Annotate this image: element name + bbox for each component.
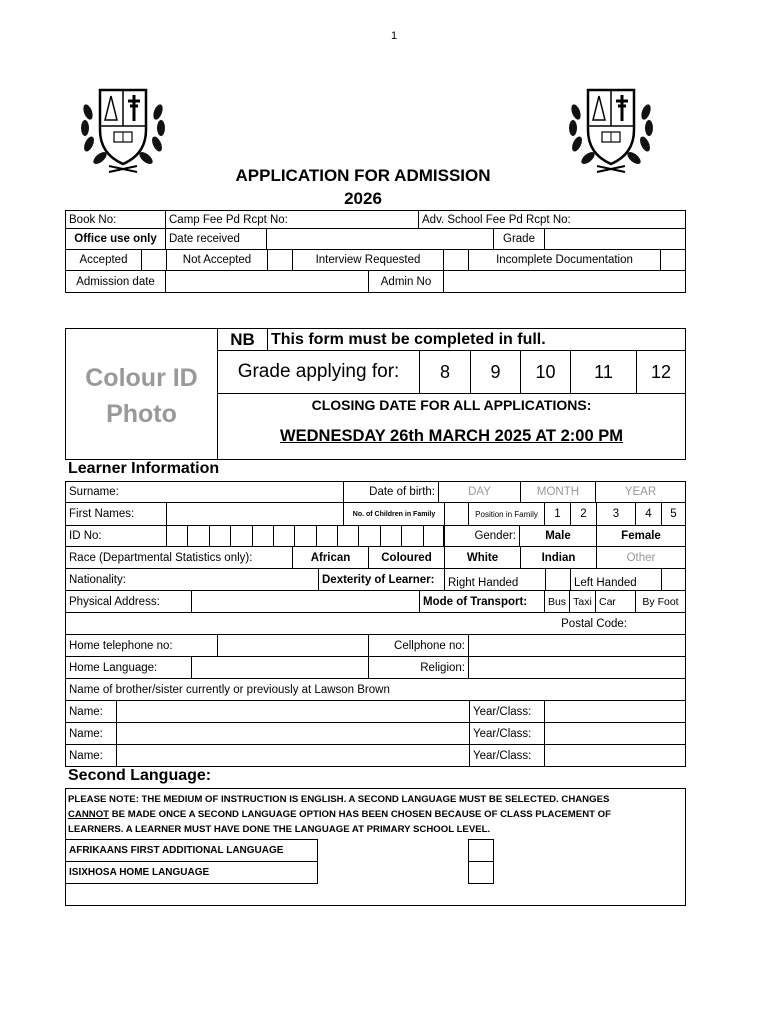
sibling-name-label: Name: [65,700,117,723]
id-digit-box[interactable] [294,525,317,547]
nationality-field[interactable] [65,568,319,591]
id-digit-box[interactable] [273,525,295,547]
id-digit-box[interactable] [337,525,359,547]
book-no-label: Book No: [65,210,166,229]
id-digit-box[interactable] [230,525,253,547]
home-tel-field[interactable] [217,634,369,657]
position-option-1[interactable]: 1 [544,502,571,526]
photo-label-line1: Colour ID [85,364,198,392]
position-option-4[interactable]: 4 [635,502,662,526]
cellphone-label: Cellphone no: [368,634,469,657]
grade-option-9[interactable]: 9 [470,350,521,394]
closing-date: WEDNESDAY 26th MARCH 2025 AT 2:00 PM [280,427,623,445]
cellphone-field[interactable] [468,634,686,657]
id-no-digits[interactable] [166,525,444,547]
nationality-label: Nationality: [69,573,126,586]
surname-label: Surname: [69,486,119,498]
gender-female[interactable]: Female [596,525,686,547]
sibling-name-label: Name: [65,722,117,745]
transport-taxi[interactable]: Taxi [569,590,596,613]
date-received-label: Date received [165,228,267,250]
grade-applying-label: Grade applying for: [217,350,420,394]
postal-code-field[interactable] [65,612,686,635]
dexterity-label: Dexterity of Learner: [318,568,445,591]
photo-label-line2: Photo [106,400,177,428]
sibling-heading: Name of brother/sister currently or previously at Lawson Brown [65,678,686,701]
id-digit-box[interactable] [252,525,274,547]
photo-placeholder [65,360,218,432]
incomplete-checkbox[interactable] [660,249,686,271]
children-label: No. of Children in Family [343,502,445,526]
dob-day-field[interactable]: DAY [438,481,521,503]
dob-year-field[interactable]: YEAR [595,481,686,503]
race-other[interactable]: Other [596,546,686,569]
complete-notice: This form must be completed in full. [267,328,686,351]
sibling-name-field[interactable] [116,722,470,745]
date-received-field[interactable] [266,228,494,250]
id-digit-box[interactable] [380,525,402,547]
gender-male[interactable]: Male [519,525,597,547]
second-language-heading: Second Language: [68,767,212,784]
admin-no-field[interactable] [443,270,686,293]
address-label: Physical Address: [65,590,192,613]
language-note-line2-text: BE MADE ONCE A SECOND LANGUAGE OPTION HAS BEEN CHOSEN BECAUSE OF CLASS PLACEMENT OF [109,809,611,820]
id-digit-box[interactable] [187,525,210,547]
position-label: Position in Family [468,502,545,526]
cannot-emphasis: CANNOT [68,809,110,820]
learner-heading: Learner Information [68,460,220,477]
id-digit-box[interactable] [358,525,381,547]
transport-label: Mode of Transport: [419,590,545,613]
left-handed-option[interactable]: Left Handed [570,568,662,591]
not-accepted-checkbox[interactable] [267,249,293,271]
position-option-5[interactable]: 5 [661,502,686,526]
postal-code-label: Postal Code: [561,617,627,630]
children-field[interactable] [444,502,469,526]
camp-fee-label: Camp Fee Pd Rcpt No: [165,210,419,229]
id-digit-box[interactable] [316,525,338,547]
school-crest-left-icon [76,82,170,176]
position-option-3[interactable]: 3 [596,502,636,526]
isixhosa-option: ISIXHOSA HOME LANGUAGE [65,861,318,884]
dob-month-field[interactable]: MONTH [520,481,596,503]
id-digit-box[interactable] [401,525,424,547]
id-digit-box[interactable] [423,525,445,547]
admission-date-label: Admission date [65,270,166,293]
sibling-class-field[interactable] [544,744,686,767]
office-use-label: Office use only [65,228,166,250]
race-white[interactable]: White [444,546,521,569]
afrikaans-option: AFRIKAANS FIRST ADDITIONAL LANGUAGE [65,839,318,862]
language-note [68,792,682,837]
home-tel-label: Home telephone no: [65,634,218,657]
page-number: 1 [390,30,398,42]
home-language-field[interactable] [191,656,369,679]
not-accepted-label: Not Accepted [166,249,268,271]
language-note-line2 [68,807,682,822]
sibling-class-label: Year/Class: [469,744,545,767]
sibling-name-field[interactable] [116,744,470,767]
id-digit-box[interactable] [209,525,231,547]
sibling-name-field[interactable] [116,700,470,723]
address-field[interactable] [191,590,420,613]
position-option-2[interactable]: 2 [570,502,597,526]
transport-bus[interactable]: Bus [544,590,570,613]
religion-field[interactable] [468,656,686,679]
accepted-label: Accepted [65,249,142,271]
first-names-label: First Names: [65,502,167,526]
language-note-line1: PLEASE NOTE: THE MEDIUM OF INSTRUCTION IS ENGLISH. A SECOND LANGUAGE MUST BE SELECTED. CHANGES [68,794,610,805]
sibling-class-label: Year/Class: [469,722,545,745]
first-names-field[interactable] [166,502,344,526]
id-no-label: ID No: [65,525,167,547]
sibling-class-field[interactable] [544,722,686,745]
sibling-name-label: Name: [65,744,117,767]
interview-label: Interview Requested [292,249,444,271]
surname-field[interactable] [65,481,344,503]
transport-car[interactable]: Car [595,590,636,613]
gender-label: Gender: [443,525,520,547]
transport-foot[interactable]: By Foot [635,590,686,613]
school-crest-right-icon [564,82,658,176]
right-handed-option[interactable]: Right Handed [444,568,546,591]
interview-checkbox[interactable] [443,249,469,271]
grade-option-11[interactable]: 11 [570,350,637,394]
nb-label: NB [217,328,268,351]
grade-option-10[interactable]: 10 [520,350,571,394]
admin-no-label: Admin No [368,270,444,293]
religion-label: Religion: [368,656,469,679]
id-digit-box[interactable] [166,525,188,547]
grade-option-8[interactable]: 8 [419,350,471,394]
closing-date-label: CLOSING DATE FOR ALL APPLICATIONS: [311,397,592,413]
admission-date-field[interactable] [165,270,369,293]
form-year: 2026 [344,189,382,208]
grade-label: Grade [493,228,545,250]
afrikaans-checkbox[interactable] [468,839,494,862]
grade-option-12[interactable]: 12 [636,350,686,394]
sibling-class-field[interactable] [544,700,686,723]
incomplete-label: Incomplete Documentation [468,249,661,271]
race-coloured[interactable]: Coloured [368,546,445,569]
race-label: Race (Departmental Statistics only): [65,546,293,569]
sibling-class-label: Year/Class: [469,700,545,723]
race-indian[interactable]: Indian [520,546,597,569]
form-title: APPLICATION FOR ADMISSION [235,166,491,185]
left-handed-checkbox[interactable] [661,568,686,591]
home-language-label: Home Language: [65,656,192,679]
isixhosa-checkbox[interactable] [468,861,494,884]
right-handed-checkbox[interactable] [545,568,571,591]
dob-label: Date of birth: [343,481,439,503]
adv-fee-label: Adv. School Fee Pd Rcpt No: [418,210,686,229]
accepted-checkbox[interactable] [141,249,167,271]
grade-field[interactable] [544,228,686,250]
language-note-line3: LEARNERS. A LEARNER MUST HAVE DONE THE LANGUAGE AT PRIMARY SCHOOL LEVEL. [68,824,491,835]
race-african[interactable]: African [292,546,369,569]
